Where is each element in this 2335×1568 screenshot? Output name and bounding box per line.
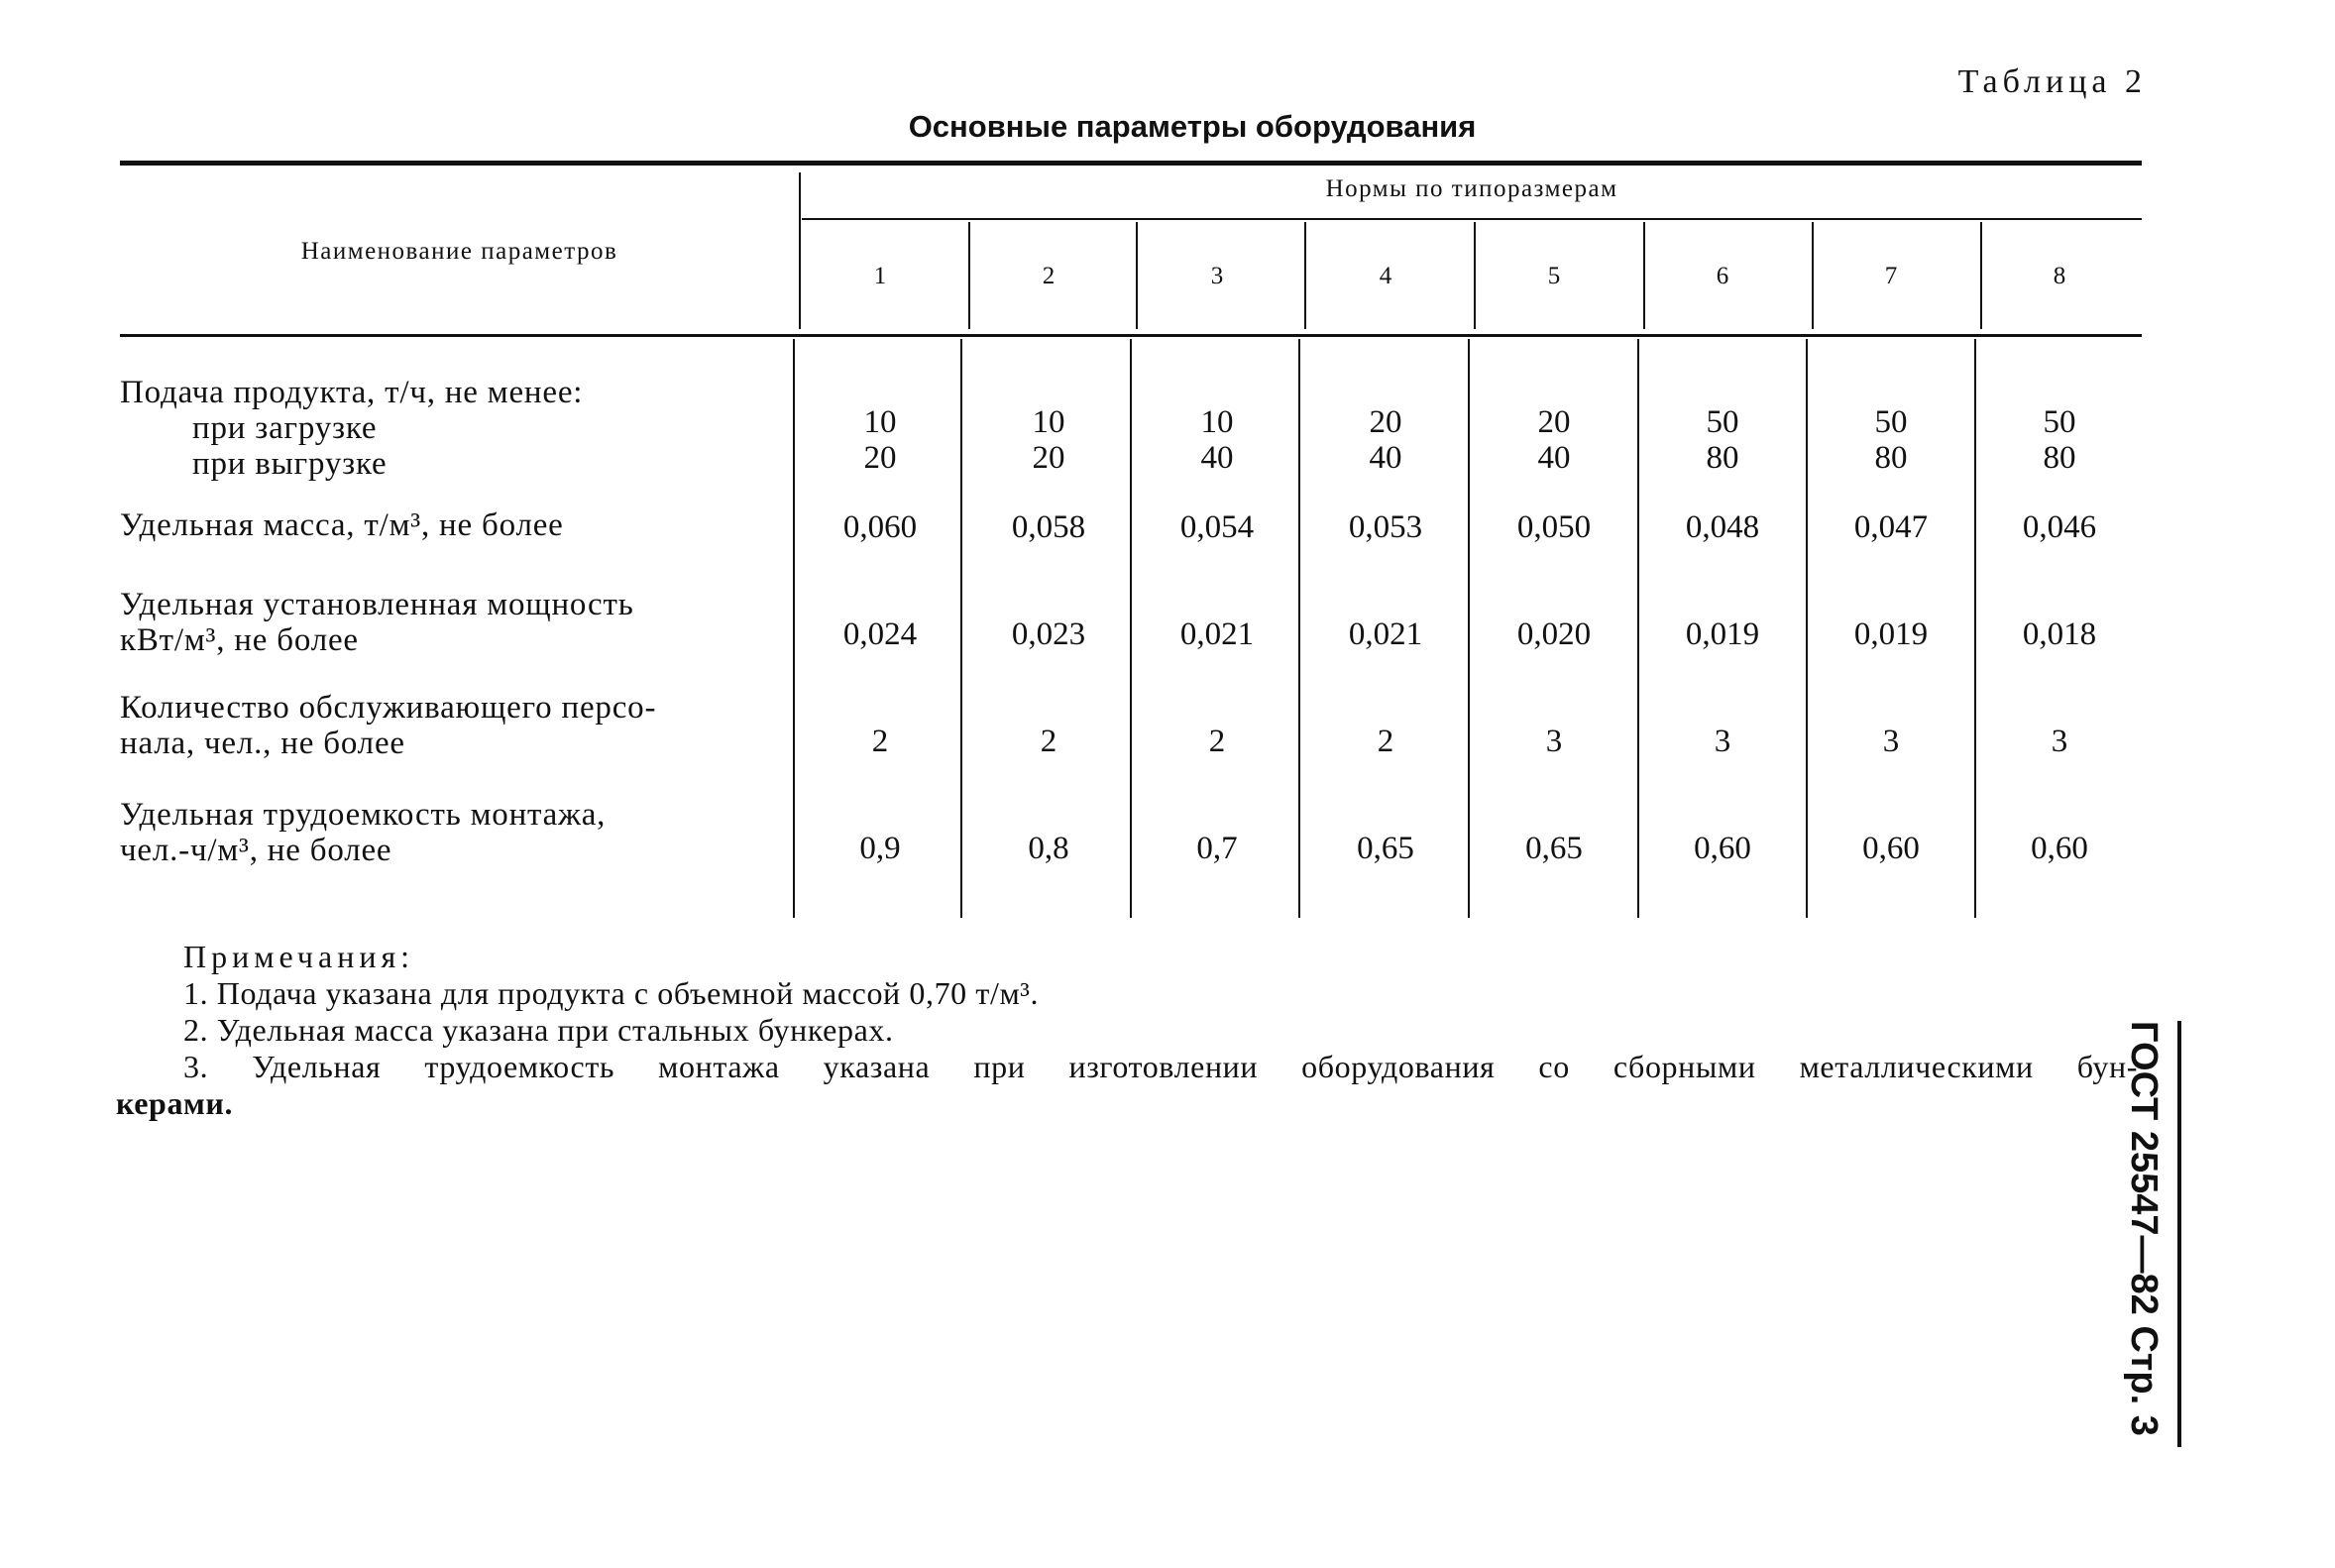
- size-header-6: 6: [1716, 263, 1729, 289]
- size-header-4: 4: [1379, 263, 1392, 289]
- table-cell: [1306, 724, 1465, 759]
- cell-value: 3: [1545, 724, 1563, 759]
- size-header-1: 1: [873, 263, 887, 289]
- cell-value: 10: [863, 404, 897, 440]
- row-label-line: Количество обслуживающего персо-: [120, 690, 657, 726]
- row-label-line: нала, чел., не более: [120, 726, 405, 761]
- cell-value: 3: [2051, 724, 2068, 759]
- table-cell: [969, 831, 1128, 866]
- cell-value: 20: [1032, 440, 1065, 476]
- row-label-line: кВт/м³, не более: [120, 622, 359, 658]
- row-label: [120, 507, 804, 543]
- size-header-5: 5: [1547, 263, 1561, 289]
- cell-value: 10: [1032, 404, 1065, 440]
- cell-value: 0,053: [1348, 509, 1423, 545]
- cell-value: 40: [1369, 440, 1402, 476]
- row-label: [120, 690, 804, 761]
- row-label: [120, 375, 804, 482]
- body-col-rule: [1637, 339, 1639, 918]
- cell-value: 20: [1537, 404, 1571, 440]
- cell-value: 0,65: [1525, 831, 1583, 866]
- table-cell: [969, 724, 1128, 759]
- table-cell: [1643, 509, 1802, 545]
- header-col-rule: [1980, 222, 1982, 329]
- norms-subheader-rule: [802, 218, 2142, 220]
- cell-value: 0,65: [1357, 831, 1414, 866]
- cell-value: 40: [1537, 440, 1571, 476]
- cell-value: 0,018: [2022, 616, 2097, 652]
- size-header-2: 2: [1042, 263, 1056, 289]
- row-label-line: чел.-ч/м³, не более: [120, 833, 392, 868]
- table-cell: [801, 724, 959, 759]
- table-label: Таблица 2: [1957, 63, 2147, 100]
- table-top-rule: [120, 161, 2142, 166]
- table-cell: [801, 509, 959, 545]
- table-cell: [1475, 404, 1633, 476]
- table-cell: [1980, 509, 2139, 545]
- cell-value: 50: [1874, 404, 1908, 440]
- cell-value: 0,8: [1028, 831, 1069, 866]
- table-cell: [1475, 831, 1633, 866]
- table-cell: [801, 616, 959, 652]
- cell-value: 0,047: [1853, 509, 1929, 545]
- row-label-line: при загрузке: [192, 410, 378, 446]
- cell-value: 80: [1874, 440, 1908, 476]
- page-side-label: ГОСТ 25547—82 Стр. 3: [2123, 1021, 2165, 1436]
- cell-value: 0,021: [1179, 616, 1255, 652]
- row-label: [120, 797, 804, 868]
- cell-value: 3: [1714, 724, 1731, 759]
- cell-value: 50: [2043, 404, 2076, 440]
- body-col-rule: [1130, 339, 1132, 918]
- body-col-rule: [1974, 339, 1976, 918]
- table-title: Основные параметры оборудования: [908, 109, 1477, 144]
- cell-value: 2: [1208, 724, 1226, 759]
- table-cell: [1138, 404, 1296, 476]
- param-name-header: Наименование параметров: [300, 238, 618, 265]
- table-cell: [1812, 509, 1970, 545]
- cell-value: 10: [1200, 404, 1234, 440]
- cell-value: 0,019: [1853, 616, 1929, 652]
- header-col-rule: [799, 172, 801, 329]
- note-2: 2. Удельная масса указана при стальных бункерах.: [183, 1012, 894, 1048]
- table-cell: [1138, 509, 1296, 545]
- table-cell: [1980, 724, 2139, 759]
- row-label-line: Удельная установленная мощность: [120, 587, 634, 622]
- table-cell: [1475, 509, 1633, 545]
- header-bottom-rule: [120, 334, 2142, 337]
- table-cell: [1812, 616, 1970, 652]
- table-cell: [1980, 831, 2139, 866]
- table-cell: [1643, 831, 1802, 866]
- row-label-line: Подача продукта, т/ч, не менее:: [120, 375, 584, 410]
- body-col-rule: [1468, 339, 1470, 918]
- cell-value: 40: [1200, 440, 1234, 476]
- cell-value: 2: [1377, 724, 1394, 759]
- cell-value: 0,60: [2031, 831, 2088, 866]
- cell-value: 0,60: [1694, 831, 1751, 866]
- cell-value: 0,9: [859, 831, 901, 866]
- table-cell: [1138, 724, 1296, 759]
- cell-value: 0,023: [1011, 616, 1086, 652]
- cell-value: 0,7: [1196, 831, 1238, 866]
- table-cell: [1475, 724, 1633, 759]
- table-cell: [1306, 404, 1465, 476]
- cell-value: 0,024: [842, 616, 918, 652]
- body-col-rule: [1806, 339, 1808, 918]
- cell-value: 2: [871, 724, 889, 759]
- cell-value: 0,050: [1516, 509, 1592, 545]
- table-cell: [1980, 404, 2139, 476]
- cell-value: 0,60: [1862, 831, 1920, 866]
- table-cell: [1475, 616, 1633, 652]
- table-cell: [1643, 616, 1802, 652]
- side-rule: [2177, 1021, 2181, 1447]
- row-label: [120, 587, 804, 658]
- cell-value: 20: [1369, 404, 1402, 440]
- cell-value: 0,054: [1179, 509, 1255, 545]
- table-cell: [969, 404, 1128, 476]
- cell-value: 0,048: [1685, 509, 1760, 545]
- cell-value: 2: [1040, 724, 1057, 759]
- table-cell: [1138, 616, 1296, 652]
- cell-value: 0,046: [2022, 509, 2097, 545]
- notes-heading: Примечания:: [183, 939, 415, 974]
- cell-value: 3: [1882, 724, 1900, 759]
- header-col-rule: [1812, 222, 1814, 329]
- header-col-rule: [1136, 222, 1138, 329]
- cell-value: 0,021: [1348, 616, 1423, 652]
- table-cell: [1812, 724, 1970, 759]
- notes: [116, 939, 2138, 1122]
- cell-value: 0,020: [1516, 616, 1592, 652]
- header-col-rule: [968, 222, 970, 329]
- header-col-rule: [1304, 222, 1306, 329]
- body-col-rule: [1298, 339, 1300, 918]
- table-cell: [969, 509, 1128, 545]
- size-header-7: 7: [1884, 263, 1898, 289]
- norms-header: Нормы по типоразмерам: [1325, 175, 1618, 202]
- table-cell: [969, 616, 1128, 652]
- note-1: 1. Подача указана для продукта с объемной массой 0,70 т/м³.: [183, 975, 1040, 1011]
- cell-value: 80: [2043, 440, 2076, 476]
- row-label-line: при выгрузке: [192, 446, 388, 482]
- size-header-8: 8: [2053, 263, 2066, 289]
- cell-value: 0,058: [1011, 509, 1086, 545]
- row-label-line: Удельная масса, т/м³, не более: [120, 507, 564, 543]
- table-cell: [1812, 404, 1970, 476]
- table-cell: [1306, 831, 1465, 866]
- table-cell: [1643, 404, 1802, 476]
- header-col-rule: [1643, 222, 1645, 329]
- table-cell: [1643, 724, 1802, 759]
- row-label-line: Удельная трудоемкость монтажа,: [120, 797, 607, 833]
- table-cell: [1306, 616, 1465, 652]
- cell-value: 20: [863, 440, 897, 476]
- table-cell: [801, 404, 959, 476]
- note-3: 3. Удельная трудоемкость монтажа указана при изготовлении оборудования со сборными металлическими бун-: [183, 1049, 2138, 1084]
- body-col-rule: [960, 339, 962, 918]
- note-3-continuation: керами.: [116, 1085, 234, 1121]
- cell-value: 50: [1706, 404, 1739, 440]
- table-cell: [1138, 831, 1296, 866]
- size-header-3: 3: [1210, 263, 1224, 289]
- cell-value: 0,060: [842, 509, 918, 545]
- table-cell: [1306, 509, 1465, 545]
- header-col-rule: [1474, 222, 1476, 329]
- cell-value: 80: [1706, 440, 1739, 476]
- table-cell: [1812, 831, 1970, 866]
- table-cell: [1980, 616, 2139, 652]
- table-cell: [801, 831, 959, 866]
- cell-value: 0,019: [1685, 616, 1760, 652]
